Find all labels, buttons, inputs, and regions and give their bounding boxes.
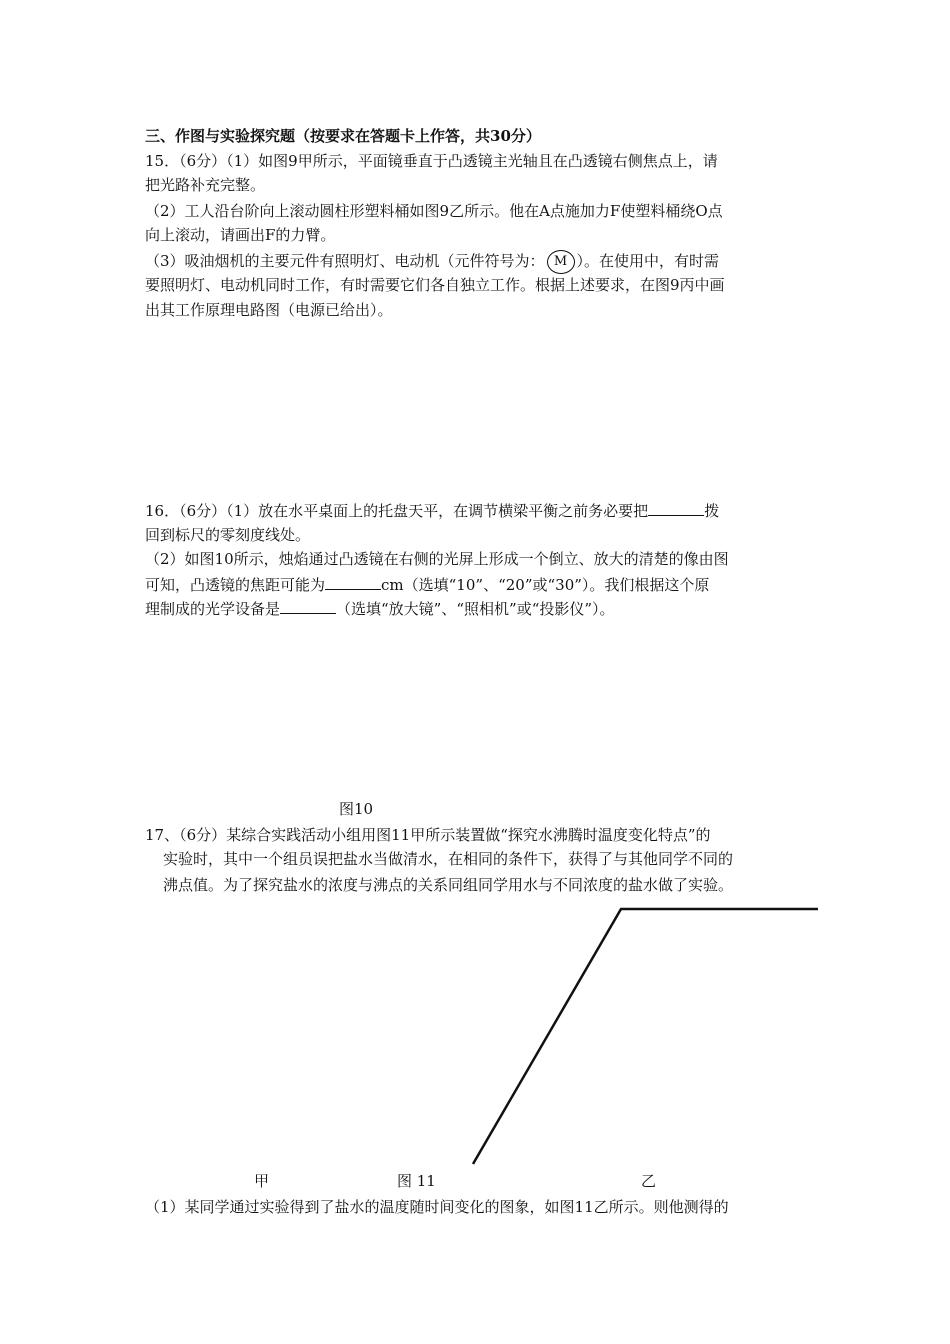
- motor-symbol-icon: M: [547, 250, 575, 274]
- q15-line-5-pre: （3）吸油烟机的主要元件有照明灯、电动机（元件符号为：: [145, 252, 545, 270]
- q16-line-3: （2）如图10所示，烛焰通过凸透镜在右侧的光屏上形成一个倒立、放大的清楚的像由图: [145, 550, 729, 568]
- q16-line-4-pre: 可知，凸透镜的焦距可能为: [145, 576, 326, 594]
- q16-line-1-pre: 16．（6分）（1）放在水平桌面上的托盘天平，在调节横梁平衡之前务必要把: [145, 502, 649, 520]
- q17-line-3: 沸点值。为了探究盐水的浓度与沸点的关系同组同学用水与不同浓度的盐水做了实验。: [163, 876, 734, 894]
- q15-line-7: 出其工作原理电路图（电源已给出）。: [145, 301, 393, 319]
- q15-line-6: 要照明灯、电动机同时工作，有时需要它们各自独立工作。根据上述要求，在图9丙中画: [145, 276, 725, 294]
- q16-line-4-post: cm（选填“10”、“20”或“30”）。我们根据这个原: [381, 576, 710, 594]
- q16-line-5-pre: 理制成的光学设备是: [145, 600, 281, 618]
- q15-line-1: 15．（6分）（1）如图9甲所示，平面镜垂直于凸透镜主光轴且在凸透镜右侧焦点上，请: [145, 152, 718, 170]
- q16-line-2: 回到标尺的零刻度线处。: [145, 526, 311, 544]
- figure-11-caption: 图 11: [397, 1172, 436, 1190]
- q16-line-5-post: （选填“放大镜”、“照相机”或“投影仪”）。: [336, 600, 615, 618]
- q17-sub-1: （1）某同学通过实验得到了盐水的温度随时间变化的图象，如图11乙所示。则他测得的: [145, 1198, 729, 1216]
- figure-11-label-b: 乙: [641, 1172, 657, 1190]
- q15-line-3: （2）工人沿台阶向上滚动圆柱形塑料桶如图9乙所示。他在A点施加力F使塑料桶绕O点: [145, 202, 723, 220]
- temperature-curve: [473, 909, 818, 1164]
- q17-line-2: 实验时，其中一个组员误把盐水当做清水，在相同的条件下，获得了与其他同学不同的: [163, 850, 734, 868]
- q15-line-4: 向上滚动，请画出F的力臂。: [145, 226, 336, 244]
- q15-line-2: 把光路补充完整。: [145, 176, 266, 194]
- figure-11-label-a: 甲: [254, 1172, 270, 1190]
- q15-line-5-post: ）。在使用中，有时需: [576, 252, 720, 270]
- figure-10-caption: 图10: [339, 800, 374, 818]
- section-title: 三、作图与实验探究题（按要求在答题卡上作答，共30分）: [145, 127, 541, 145]
- q17-line-1: 17、（6分）某综合实践活动小组用图11甲所示装置做“探究水沸腾时温度变化特点”的: [145, 826, 711, 844]
- q16-line-1-post: 拨: [704, 502, 720, 520]
